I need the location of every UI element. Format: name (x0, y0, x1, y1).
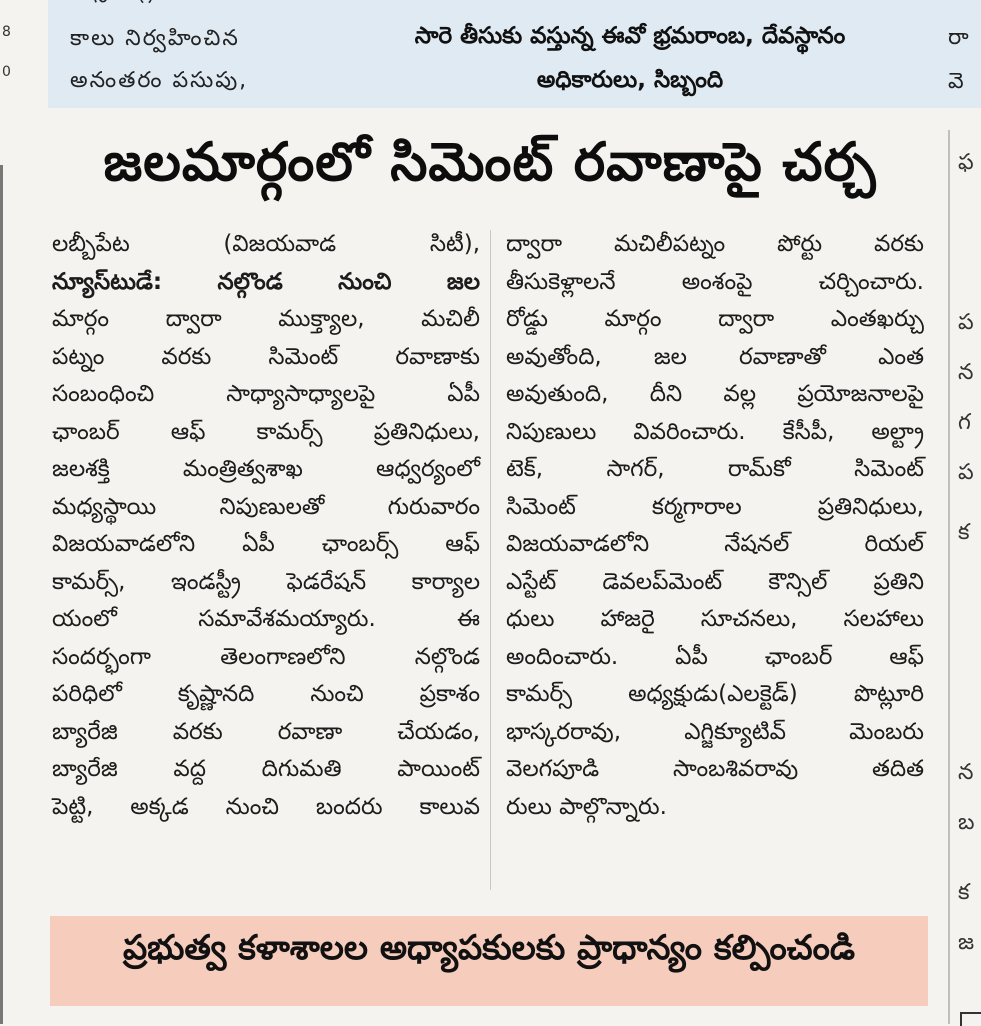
text-line: అనంతరం పసుపు, (70, 68, 249, 93)
left-edge-fragment: 8 (2, 24, 11, 40)
article-line: పెట్టి, అక్కడ నుంచి బందరు కాలువ (52, 793, 480, 820)
right-edge-fragment: గ (958, 410, 971, 435)
article-line: నిపుణులు వివరించారు. కేసీపీ, అల్ట్రా (506, 418, 924, 445)
right-edge-fragment: ప (958, 310, 974, 335)
left-column-rule (0, 165, 3, 1024)
article-line: విజయవాడలోని నేషనల్‌ రియల్‌ (506, 531, 924, 557)
article-line: లబ్బీపేట (విజయవాడ సిటీ), (52, 231, 480, 257)
right-column-rule (948, 130, 950, 1024)
right-edge-fragment: న (958, 760, 974, 785)
right-edge-fragment: క (958, 520, 970, 545)
article-headline: జలమార్గంలో సిమెంట్‌ రవాణాపై చర్చ (103, 132, 877, 193)
right-cut-column (948, 16, 981, 104)
article-line: యంలో సమావేశమయ్యారు. ఈ (52, 606, 480, 632)
previous-article-column (70, 18, 310, 102)
right-edge-fragment: ఫ (958, 150, 974, 175)
article-line: రోడ్డు మార్గం ద్వారా ఎంతఖర్చు (506, 306, 924, 332)
article-line: బ్యారేజి వద్ద దిగుమతి పాయింట్‌ (52, 756, 480, 782)
article-line: అవుతుంది, దీని వల్ల ప్రయోజనాలపై (506, 381, 924, 407)
article-line: విజయవాడలోని ఏపీ ఛాంబర్స్‌ ఆఫ్‌ (52, 531, 480, 557)
cut-off-text-line (60, 0, 256, 6)
text-fragment: వె (948, 69, 964, 94)
article-line: తీసుకెళ్లాలనే అంశంపై చర్చించారు. (506, 268, 924, 295)
photo-caption (330, 14, 930, 102)
article-line: ద్వారా మచిలీపట్నం పోర్టు వరకు (506, 231, 924, 257)
article-line: న్యూస్‌టుడే: నల్గొండ నుంచి జల (52, 268, 480, 295)
article-line: అవుతోంది, జల రవాణాతో ఎంత (506, 343, 924, 370)
right-edge-fragment: జ (958, 930, 975, 955)
right-edge-fragment: ప (958, 460, 974, 485)
article-line: సందర్భంగా తెలంగాణలోని నల్గొండ (52, 643, 480, 670)
article-line: వెలగపూడి సాంబశివరావు తదిత (506, 756, 924, 782)
article-line: అందించారు. ఏపీ ఛాంబర్‌ ఆఫ్‌ (506, 643, 924, 670)
caption-line: సారె తీసుకు వస్తున్న ఈవో భ్రమరాంబ, దేవస్థానం (414, 23, 846, 49)
left-edge-fragment: 0 (2, 64, 11, 80)
right-edge-fragment: క (958, 880, 970, 905)
article-line: కామర్స్‌ అధ్యక్షుడు(ఎలక్టెడ్‌) పొట్లూరి (506, 681, 924, 707)
article-column-right (506, 226, 924, 826)
article-line: మార్గం ద్వారా ముక్త్యాల, మచిలీ (52, 306, 480, 332)
article-line: మధ్యస్థాయి నిపుణులతో గురువారం (52, 493, 480, 520)
article-line: ధులు హాజరై సూచనలు, సలహాలు (506, 606, 924, 632)
article-line: టెక్‌, సాగర్‌, రామ్‌కో సిమెంట్‌ (506, 456, 924, 482)
article-line: కామర్స్‌, ఇండస్ట్రీ ఫెడరేషన్‌ కార్యాల (52, 568, 480, 595)
article-line: రులు పాల్గొన్నారు. (506, 793, 667, 820)
article-line: సంబంధించి సాధ్యాసాధ్యాలపై ఏపీ (52, 381, 480, 407)
article-column-left (52, 226, 480, 826)
right-edge-fragment: న (958, 360, 974, 385)
article-line: సిమెంట్‌ కర్మగారాల ప్రతినిధులు, (506, 493, 924, 520)
article-line: భాస్కరరావు, ఎగ్జిక్యూటివ్‌ మెంబరు (506, 718, 924, 745)
text-fragment: రా (948, 25, 969, 50)
article-line: పట్నం వరకు సిమెంట్‌ రవాణాకు (52, 343, 480, 370)
article-line: ఎస్టేట్‌ డెవలప్‌మెంట్‌ కౌన్సిల్‌ ప్రతిని (506, 568, 924, 595)
article-line: బ్యారేజి వరకు రవాణా చేయడం, (52, 718, 480, 745)
column-divider (490, 230, 491, 890)
article-line: పరిధిలో కృష్ణానది నుంచి ప్రకాశం (52, 681, 480, 707)
article-line: ఛాంబర్‌ ఆఫ్‌ కామర్స్‌ ప్రతినిధులు, (52, 418, 480, 445)
caption-line: అధికారులు, సిబ్బంది (536, 67, 724, 93)
text-line: కాలు నిర్వహించిన (70, 26, 240, 51)
next-article-headline: ప్రభుత్వ కళాశాలల అధ్యాపకులకు ప్రాధాన్యం కల్పించండి (122, 928, 855, 968)
article-line: జలశక్తి మంత్రిత్వశాఖ ఆధ్వర్యంలో (52, 456, 480, 482)
right-edge-fragment: బ (958, 810, 975, 835)
